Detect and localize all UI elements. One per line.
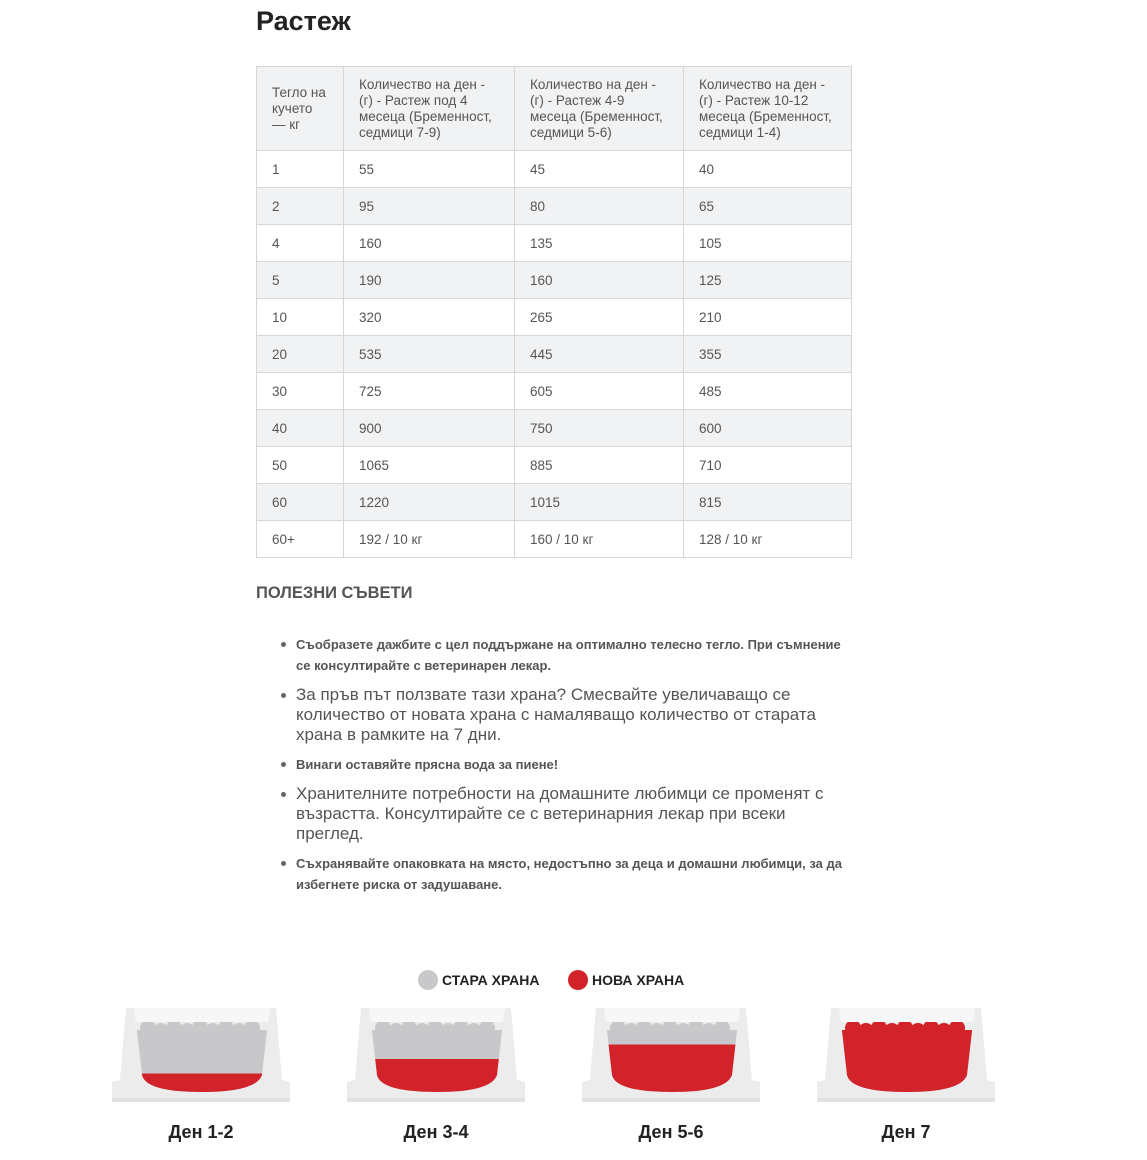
header-10-12: Количество на ден - (г) - Растеж 10-12 месеца (Бременност, седмици 1-4) [684, 67, 852, 151]
header-4-9: Количество на ден - (г) - Растеж 4-9 месеца (Бременност, седмици 5-6) [515, 67, 684, 151]
table-cell: 192 / 10 кг [344, 521, 515, 558]
table-cell: 40 [257, 410, 344, 447]
table-cell: 160 / 10 кг [515, 521, 684, 558]
table-cell: 1 [257, 151, 344, 188]
table-cell: 60 [257, 484, 344, 521]
table-cell: 160 [344, 225, 515, 262]
table-cell: 485 [684, 373, 852, 410]
legend-old-label: СТАРА ХРАНА [442, 972, 540, 988]
bowl-day-label: Ден 1-2 [168, 1122, 234, 1142]
table-cell: 815 [684, 484, 852, 521]
legend-new [568, 970, 684, 990]
table-cell: 265 [515, 299, 684, 336]
tip-item: Съхранявайте опаковката на място, недостъпно за деца и домашни любимци, за да избегнете риска от задушаване. [296, 853, 856, 895]
tip-item: Съобразете дажбите с цел поддържане на оптимално телесно тегло. При съмнение се консултирайте с ветеринарен лекар. [296, 634, 856, 676]
table-cell: 50 [257, 447, 344, 484]
table-row [257, 410, 852, 447]
legend-new-label: НОВА ХРАНА [592, 972, 685, 988]
bowl-icon [341, 1000, 531, 1108]
table-cell: 105 [684, 225, 852, 262]
table-cell: 190 [344, 262, 515, 299]
table-row [257, 151, 852, 188]
table-cell: 605 [515, 373, 684, 410]
table-row [257, 262, 852, 299]
table-cell: 128 / 10 кг [684, 521, 852, 558]
header-weight: Тегло на кучето — кг [257, 67, 344, 151]
table-cell: 1065 [344, 447, 515, 484]
table-row [257, 521, 852, 558]
table-cell: 4 [257, 225, 344, 262]
bowl-day-2 [341, 1000, 531, 1143]
table-row [257, 336, 852, 373]
bowl-icon [576, 1000, 766, 1108]
table-cell: 125 [684, 262, 852, 299]
table-cell: 80 [515, 188, 684, 225]
table-row [257, 225, 852, 262]
bowl-day-3 [576, 1000, 766, 1143]
table-cell: 40 [684, 151, 852, 188]
table-cell: 535 [344, 336, 515, 373]
bowl-day-1 [106, 1000, 296, 1143]
table-cell: 445 [515, 336, 684, 373]
tip-item: Винаги оставяйте прясна вода за пиене! [296, 754, 856, 775]
tips-list [256, 634, 856, 904]
table-cell: 5 [257, 262, 344, 299]
table-cell: 710 [684, 447, 852, 484]
legend-old [418, 970, 539, 990]
table-cell: 600 [684, 410, 852, 447]
table-cell: 355 [684, 336, 852, 373]
table-cell: 1220 [344, 484, 515, 521]
tip-item: За пръв път ползвате тази храна? Смесвайте увеличаващо се количество от новата храна с намаляващо количество от старата храна в рамките на 7 дни. [296, 685, 856, 745]
table-cell: 45 [515, 151, 684, 188]
table-cell: 135 [515, 225, 684, 262]
table-row [257, 299, 852, 336]
table-row [257, 447, 852, 484]
table-cell: 55 [344, 151, 515, 188]
table-row [257, 373, 852, 410]
table-cell: 60+ [257, 521, 344, 558]
table-cell: 885 [515, 447, 684, 484]
table-cell: 210 [684, 299, 852, 336]
table-cell: 1015 [515, 484, 684, 521]
table-cell: 2 [257, 188, 344, 225]
bowl-icon [811, 1000, 1001, 1108]
table-cell: 30 [257, 373, 344, 410]
table-header-row [257, 67, 852, 151]
table-cell: 900 [344, 410, 515, 447]
bowl-day-label: Ден 7 [881, 1122, 931, 1142]
tip-item: Хранителните потребности на домашните любимци се променят с възрастта. Консултирайте се с ветеринарния лекар при всеки преглед. [296, 784, 856, 844]
bowl-day-label: Ден 3-4 [403, 1122, 469, 1142]
bowl-day-4 [811, 1000, 1001, 1143]
table-cell: 95 [344, 188, 515, 225]
table-cell: 750 [515, 410, 684, 447]
header-under-4: Количество на ден - (г) - Растеж под 4 месеца (Бременност, седмици 7-9) [344, 67, 515, 151]
table-cell: 320 [344, 299, 515, 336]
feeding-table [256, 66, 852, 558]
table-row [257, 484, 852, 521]
bowl-icon [106, 1000, 296, 1108]
table-cell: 725 [344, 373, 515, 410]
tips-title: ПОЛЕЗНИ СЪВЕТИ [256, 584, 413, 602]
table-row [257, 188, 852, 225]
bowl-day-label: Ден 5-6 [638, 1122, 704, 1142]
table-cell: 20 [257, 336, 344, 373]
table-cell: 65 [684, 188, 852, 225]
new-food-dot-icon [568, 970, 588, 990]
table-cell: 10 [257, 299, 344, 336]
old-food-dot-icon [418, 970, 438, 990]
table-cell: 160 [515, 262, 684, 299]
page-title: Растеж [256, 6, 351, 36]
